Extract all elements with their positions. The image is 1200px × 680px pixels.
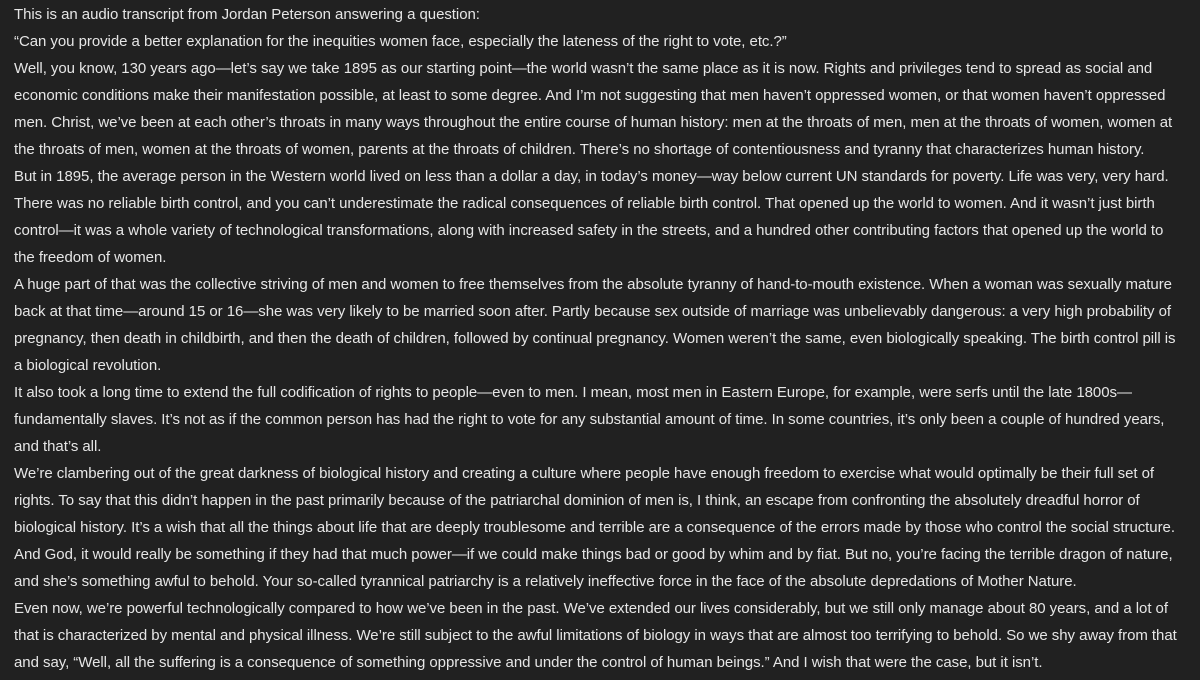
- question-quote: “Can you provide a better explanation for the inequities women face, especially the lateness of the right to vote, etc.?”: [14, 33, 787, 50]
- answer-paragraph-1: Well, you know, 130 years ago—let’s say we take 1895 as our starting point—the world wasn’t the same place as it is now. Rights and privileges tend to spread as social and economic conditions make their manifestation possible, at least to some degree. And I’m not suggesting that men haven’t oppressed women, or that women haven’t oppressed men. Christ, we’ve been at each other’s throats in many ways throughout the entire course of human history: men at the throats of men, men at the throats of women, women at the throats of men, women at the throats of women, parents at the throats of children. There’s no shortage of contentiousness and tyranny that characterizes human history.: [14, 60, 1173, 158]
- intro-line: This is an audio transcript from Jordan Peterson answering a question:: [14, 6, 480, 23]
- answer-paragraph-3: A huge part of that was the collective striving of men and women to free themselves from the absolute tyranny of hand-to-mouth existence. When a woman was sexually mature back at that time—around 15 or 16—she was very likely to be married soon after. Partly because sex outside of marriage was unbelievably dangerous: a very high probability of pregnancy, then death in childbirth, and then the death of children, followed by continual pregnancy. Women weren’t the same, even biologically speaking. The birth control pill is a biological revolution.: [14, 276, 1176, 374]
- answer-paragraph-5: We’re clambering out of the great darkness of biological history and creating a culture where people have enough freedom to exercise what would optimally be their full set of rights. To say that this didn’t happen in the past primarily because of the patriarchal dominion of men is, I think, an escape from confronting the absolutely dreadful horror of biological history. It’s a wish that all the things about life that are deeply troublesome and terrible are a consequence of the errors made by those who control the social structure.: [14, 465, 1175, 536]
- answer-paragraph-4: It also took a long time to extend the full codification of rights to people—even to men. I mean, most men in Eastern Europe, for example, were serfs until the late 1800s—fundamentally slaves. It’s not as if the common person has had the right to vote for any substantial amount of time. In some countries, it’s only been a couple of hundred years, and that’s all.: [14, 384, 1165, 455]
- answer-paragraph-6: And God, it would really be something if they had that much power—if we could make things bad or good by whim and by fiat. But no, you’re facing the terrible dragon of nature, and she’s something awful to behold. Your so-called tyrannical patriarchy is a relatively ineffective force in the face of the absolute depredations of Mother Nature.: [14, 546, 1173, 590]
- answer-paragraph-7: Even now, we’re powerful technologically compared to how we’ve been in the past. We’ve extended our lives considerably, but we still only manage about 80 years, and a lot of that is characterized by mental and physical illness. We’re still subject to the awful limitations of biology in ways that are almost too terrifying to behold. So we shy away from that and say, “Well, all the suffering is a consequence of something oppressive and under the control of human beings.” And I wish that were the case, but it isn’t.: [14, 600, 1177, 671]
- answer-paragraph-2: But in 1895, the average person in the Western world lived on less than a dollar a day, in today’s money—way below current UN standards for poverty. Life was very, very hard. There was no reliable birth control, and you can’t underestimate the radical consequences of reliable birth control. That opened up the world to women. And it wasn’t just birth control—it was a whole variety of technological transformations, along with increased safety in the streets, and a hundred other contributing factors that opened up the world to the freedom of women.: [14, 168, 1169, 266]
